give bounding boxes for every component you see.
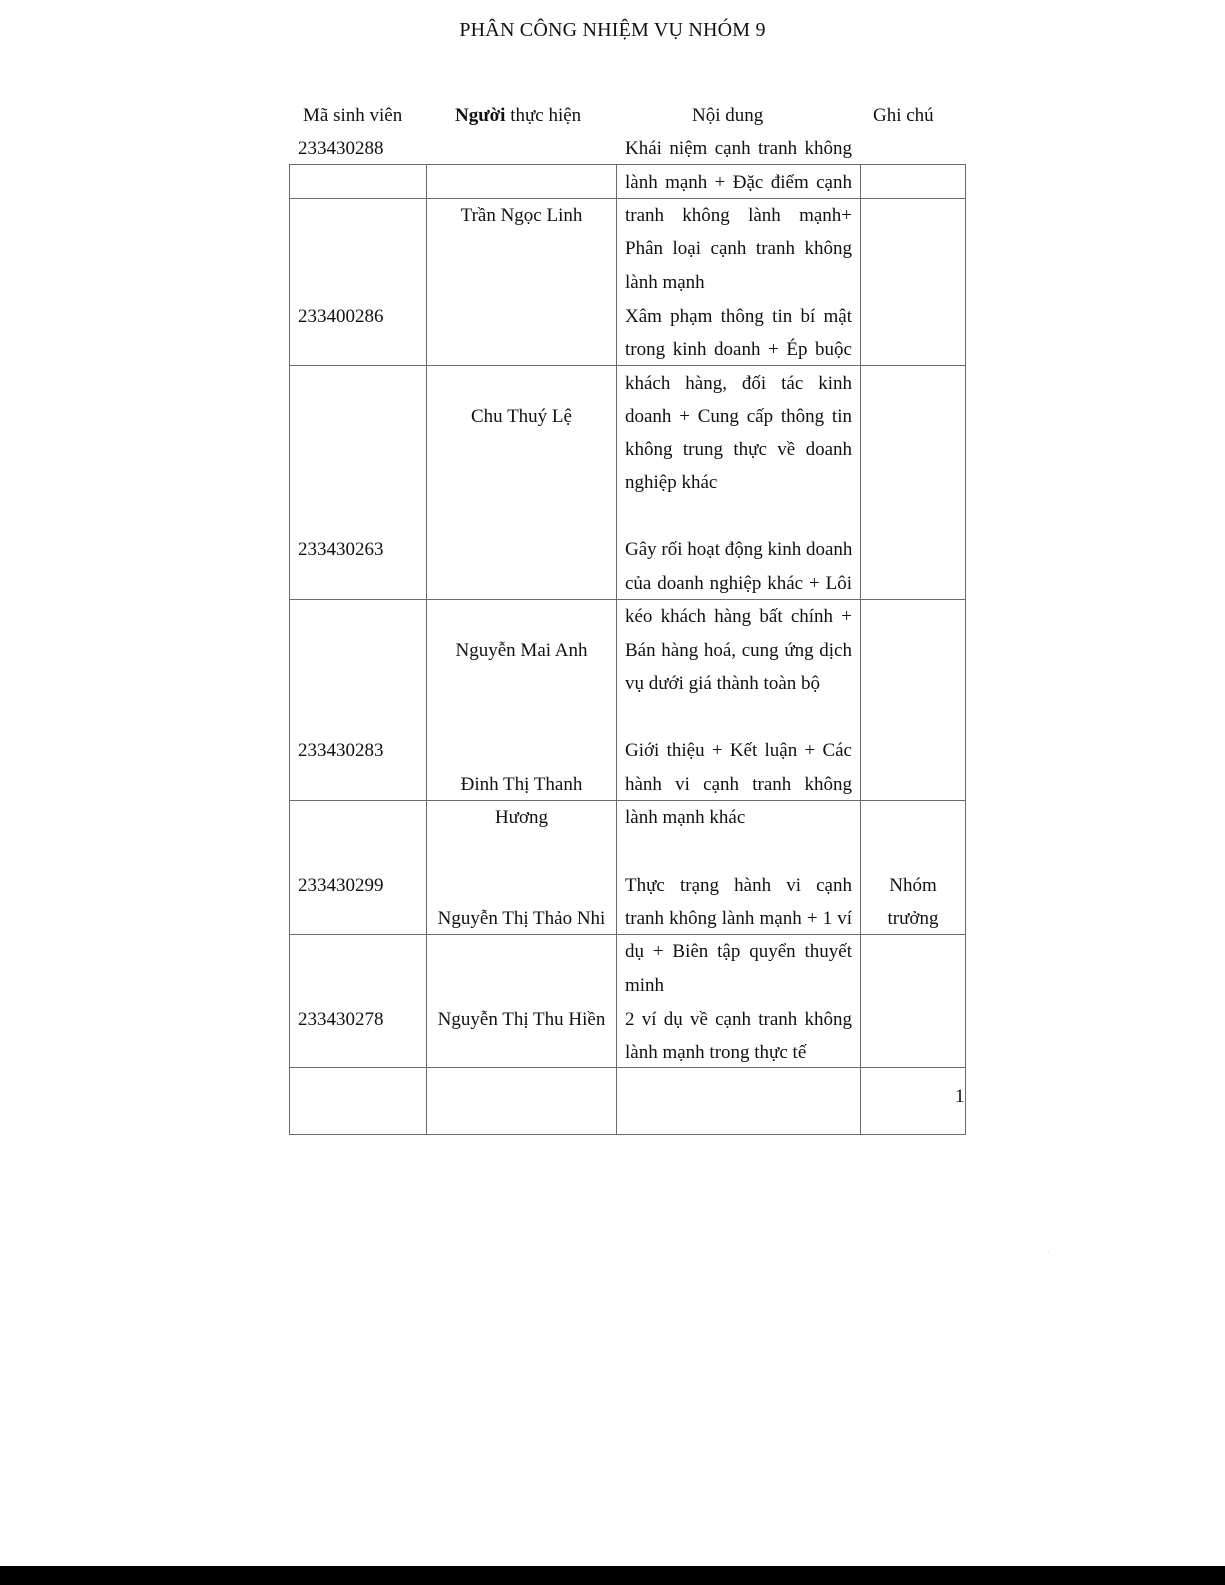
table-rule xyxy=(289,365,966,366)
content-line: Thực trạng hành vi cạnh xyxy=(625,875,852,896)
content-line: Phân loại cạnh tranh không xyxy=(625,238,852,259)
content-line: Gây rối hoạt động kinh doanh xyxy=(625,539,853,560)
note-text: Nhóm xyxy=(889,875,937,896)
content-line: tranh không lành mạnh + 1 ví xyxy=(625,908,852,929)
content-line: trong kinh doanh + Ép buộc xyxy=(625,339,852,360)
content-line: không trung thực về doanh xyxy=(625,439,852,460)
content-line: dụ + Biên tập quyển thuyết xyxy=(625,941,852,962)
header-note: Ghi chú xyxy=(873,105,934,126)
student-id: 233400286 xyxy=(298,306,384,327)
table-rule xyxy=(289,800,966,801)
member-name: Nguyễn Thị Thảo Nhi xyxy=(437,908,606,929)
table-rule xyxy=(289,164,966,165)
page-number: 1 xyxy=(955,1086,965,1107)
content-line: Khái niệm cạnh tranh không xyxy=(625,138,852,159)
content-line: Giới thiệu + Kết luận + Các xyxy=(625,740,852,761)
table-rule xyxy=(289,1134,966,1135)
table-col-rule xyxy=(289,164,290,1135)
scan-speck xyxy=(1048,1251,1049,1252)
member-name: Hương xyxy=(494,807,549,828)
content-line: vụ dưới giá thành toàn bộ xyxy=(625,673,821,694)
header-student-id: Mã sinh viên xyxy=(303,105,403,126)
table-col-rule xyxy=(965,164,966,1135)
member-name: Trần Ngọc Linh xyxy=(460,205,583,226)
header-performer-bold: Người xyxy=(455,105,506,126)
table-rule xyxy=(289,599,966,600)
content-line: lành mạnh trong thực tế xyxy=(625,1042,807,1063)
member-name: Chu Thuý Lệ xyxy=(471,406,572,427)
table-rule xyxy=(289,1067,966,1068)
content-line: hành vi cạnh tranh không xyxy=(625,774,852,795)
member-name: Nguyễn Thị Thu Hiền xyxy=(437,1009,606,1030)
note-text: trưởng xyxy=(887,908,939,929)
student-id: 233430283 xyxy=(298,740,384,761)
content-line: lành mạnh khác xyxy=(625,807,746,828)
content-line: nghiệp khác xyxy=(625,472,718,493)
table-rule xyxy=(289,198,966,199)
table-rule xyxy=(289,934,966,935)
content-line: Bán hàng hoá, cung ứng dịch xyxy=(625,640,852,661)
content-line: Xâm phạm thông tin bí mật xyxy=(625,306,852,327)
table-col-rule xyxy=(616,164,617,1135)
header-performer-rest: thực hiện xyxy=(505,105,582,126)
content-line: doanh + Cung cấp thông tin xyxy=(625,406,852,427)
student-id: 233430288 xyxy=(298,138,384,159)
content-line: lành mạnh xyxy=(625,272,705,293)
header-performer xyxy=(455,105,581,127)
table-col-rule xyxy=(860,164,861,1135)
member-name: Nguyễn Mai Anh xyxy=(455,640,588,661)
header-content: Nội dung xyxy=(692,105,764,126)
page-title: PHÂN CÔNG NHIỆM VỤ NHÓM 9 xyxy=(459,19,766,41)
content-line: lành mạnh + Đặc điểm cạnh xyxy=(625,172,852,193)
content-line: tranh không lành mạnh+ xyxy=(625,205,852,226)
content-line: 2 ví dụ về cạnh tranh không xyxy=(625,1009,852,1030)
student-id: 233430299 xyxy=(298,875,384,896)
bottom-bar xyxy=(0,1566,1225,1585)
content-line: minh xyxy=(625,975,665,996)
student-id: 233430263 xyxy=(298,539,384,560)
content-line: của doanh nghiệp khác + Lôi xyxy=(625,573,852,594)
member-name: Đinh Thị Thanh xyxy=(460,774,583,795)
content-line: kéo khách hàng bất chính + xyxy=(625,606,852,627)
student-id: 233430278 xyxy=(298,1009,384,1030)
content-line: khách hàng, đối tác kinh xyxy=(625,373,852,394)
